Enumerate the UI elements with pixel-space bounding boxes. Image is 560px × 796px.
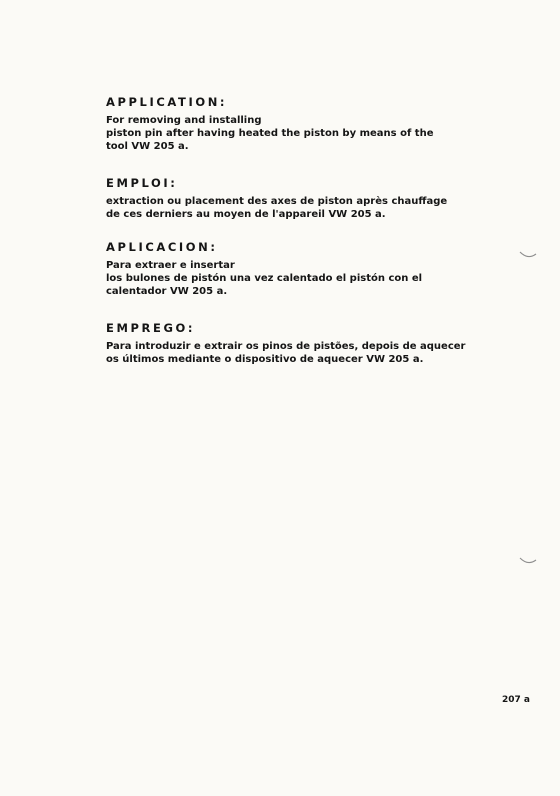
text-line: extraction ou placement des axes de piston après chauffage	[106, 196, 448, 207]
text-line: piston pin after having heated the piston by means of the	[106, 128, 434, 139]
punch-hole-mark-bottom	[519, 557, 537, 567]
section-heading: EMPREGO:	[106, 321, 196, 335]
text-line: os últimos mediante o dispositivo de aquecer VW 205 a.	[106, 354, 424, 365]
section-heading: EMPLOI:	[106, 176, 178, 190]
section-emploi	[106, 176, 446, 221]
section-heading: APPLICATION:	[106, 95, 228, 109]
punch-hole-mark-top	[519, 251, 537, 261]
text-line: calentador VW 205 a.	[106, 286, 228, 297]
page-number: 207 a	[502, 695, 530, 705]
section-application	[106, 95, 446, 153]
section-aplicacion	[106, 240, 446, 298]
text-line: tool VW 205 a.	[106, 141, 189, 152]
section-heading: APLICACION:	[106, 240, 218, 254]
section-emprego	[106, 321, 466, 366]
text-line: los bulones de pistón una vez calentado el pistón con el	[106, 273, 423, 284]
text-line: Para extraer e insertar	[106, 260, 235, 271]
text-line: de ces derniers au moyen de l'appareil VW 205 a.	[106, 209, 386, 220]
text-line: For removing and installing	[106, 115, 262, 126]
text-line: Para introduzir e extrair os pinos de pistões, depois de aquecer	[106, 341, 466, 352]
